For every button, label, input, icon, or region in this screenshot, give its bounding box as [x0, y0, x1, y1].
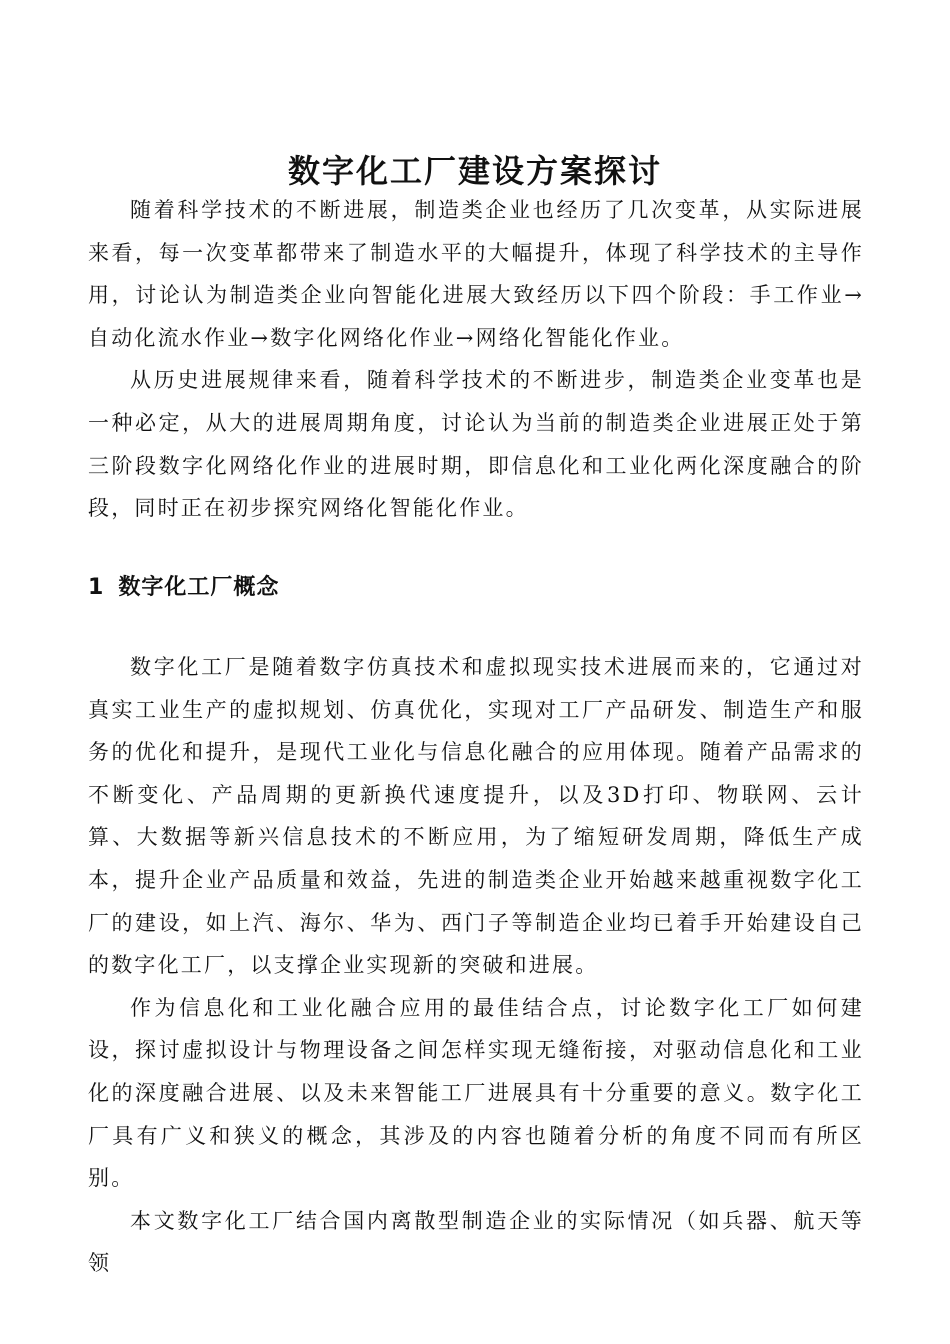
intro-paragraph-2: 从历史进展规律来看，随着科学技术的不断进步，制造类企业变革也是一种必定，从大的进展周期角度，讨论认为当前的制造类企业进展正处于第三阶段数字化网络化作业的进展时期，即信息化和工业化两化深度融合的阶段，同时正在初步探究网络化智能化作业。	[88, 368, 864, 521]
section-1-title: 数字化工厂概念	[118, 575, 280, 600]
section-1-paragraph-2: 作为信息化和工业化融合应用的最佳结合点，讨论数字化工厂如何建设，探讨虚拟设计与物理设备之间怎样实现无缝衔接，对驱动信息化和工业化的深度融合进展、以及未来智能工厂进展具有十分重要的意义。数字化工厂具有广义和狭义的概念，其涉及的内容也随着分析的角度不同而有所区别。	[88, 995, 864, 1191]
section-1-paragraph-1: 数字化工厂是随着数字仿真技术和虚拟现实技术进展而来的，它通过对真实工业生产的虚拟规划、仿真优化，实现对工厂产品研发、制造生产和服务的优化和提升，是现代工业化与信息化融合的应用体现。随着产品需求的不断变化、产品周期的更新换代速度提升，以及3D打印、物联网、云计算、大数据等新兴信息技术的不断应用，为了缩短研发周期，降低生产成本，提升企业产品质量和效益，先进的制造类企业开始越来越重视数字化工厂的建设，如上汽、海尔、华为、西门子等制造企业均已着手开始建设自己的数字化工厂，以支撑企业实现新的突破和进展。	[88, 655, 864, 978]
section-1-body	[88, 646, 864, 1285]
document-title: 数字化工厂建设方案探讨	[287, 152, 662, 191]
intro-paragraph-1: 随着科学技术的不断进展，制造类企业也经历了几次变革，从实际进展来看，每一次变革都带来了制造水平的大幅提升，体现了科学技术的主导作用，讨论认为制造类企业向智能化进展大致经历以下四个阶段：手工作业→自动化流水作业→数字化网络化作业→网络化智能化作业。	[88, 198, 864, 350]
section-1-paragraph-3: 本文数字化工厂结合国内离散型制造企业的实际情况（如兵器、航天等领	[88, 1208, 864, 1276]
section-1-heading	[88, 570, 279, 606]
intro-section	[88, 189, 864, 530]
section-1-number: 1	[88, 575, 105, 600]
